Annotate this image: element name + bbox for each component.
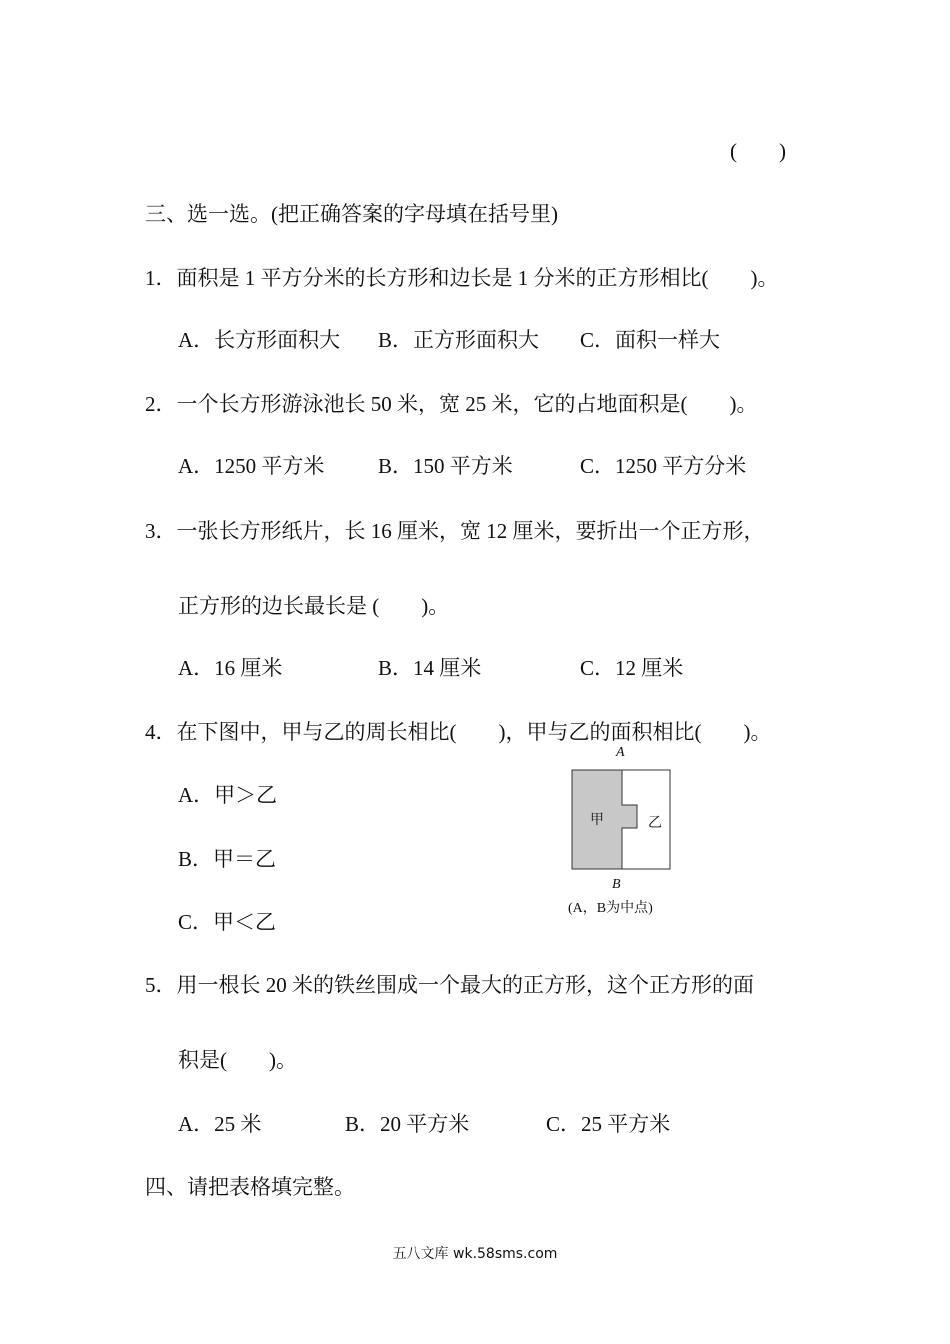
q2-option-a: A．1250 平方米 bbox=[178, 454, 325, 478]
question-3-stem: 3．一张长方形纸片，长 16 厘米，宽 12 厘米，要折出一个正方形， bbox=[145, 519, 765, 543]
q4-option-b: B．甲＝乙 bbox=[178, 847, 277, 871]
question-5-stem-continued: 积是( )。 bbox=[178, 1048, 297, 1072]
area-comparison-figure bbox=[560, 745, 690, 920]
section-4-title: 四、请把表格填完整。 bbox=[145, 1175, 355, 1199]
question-2-stem: 2．一个长方形游泳池长 50 米，宽 25 米，它的占地面积是( )。 bbox=[145, 392, 758, 416]
figure-label-b: B bbox=[612, 877, 621, 892]
figure-label-a: A bbox=[616, 745, 625, 760]
region-jia-shape bbox=[572, 770, 637, 869]
q2-option-b: B．150 平方米 bbox=[378, 454, 513, 478]
question-1-stem: 1．面积是 1 平方分米的长方形和边长是 1 分米的正方形相比( )。 bbox=[145, 266, 779, 290]
q5-option-b: B．20 平方米 bbox=[345, 1112, 470, 1136]
q1-option-c: C．面积一样大 bbox=[580, 328, 721, 352]
q3-option-b: B．14 厘米 bbox=[378, 656, 482, 680]
section-3-title: 三、选一选。(把正确答案的字母填在括号里) bbox=[145, 202, 558, 226]
figure-caption: (A，B为中点) bbox=[568, 901, 653, 916]
region-yi-label: 乙 bbox=[648, 816, 662, 831]
figure-drawing bbox=[560, 745, 690, 920]
region-jia-label: 甲 bbox=[590, 813, 604, 828]
question-3-stem-continued: 正方形的边长最长是 ( )。 bbox=[178, 594, 450, 618]
q2-option-c: C．1250 平方分米 bbox=[580, 454, 747, 478]
footer-watermark: 五八文库 wk.58sms.com bbox=[392, 1246, 558, 1262]
q5-option-c: C．25 平方米 bbox=[546, 1112, 671, 1136]
top-answer-bracket: ( ) bbox=[730, 139, 786, 163]
q5-option-a: A．25 米 bbox=[178, 1112, 262, 1136]
q1-option-a: A．长方形面积大 bbox=[178, 328, 341, 352]
q1-option-b: B．正方形面积大 bbox=[378, 328, 540, 352]
q4-option-a: A．甲＞乙 bbox=[178, 783, 278, 807]
question-5-stem: 5．用一根长 20 米的铁丝围成一个最大的正方形，这个正方形的面 bbox=[145, 973, 754, 997]
q3-option-a: A．16 厘米 bbox=[178, 656, 283, 680]
q4-option-c: C．甲＜乙 bbox=[178, 910, 277, 934]
q3-option-c: C．12 厘米 bbox=[580, 656, 684, 680]
question-4-stem: 4．在下图中，甲与乙的周长相比( )，甲与乙的面积相比( )。 bbox=[145, 720, 772, 744]
